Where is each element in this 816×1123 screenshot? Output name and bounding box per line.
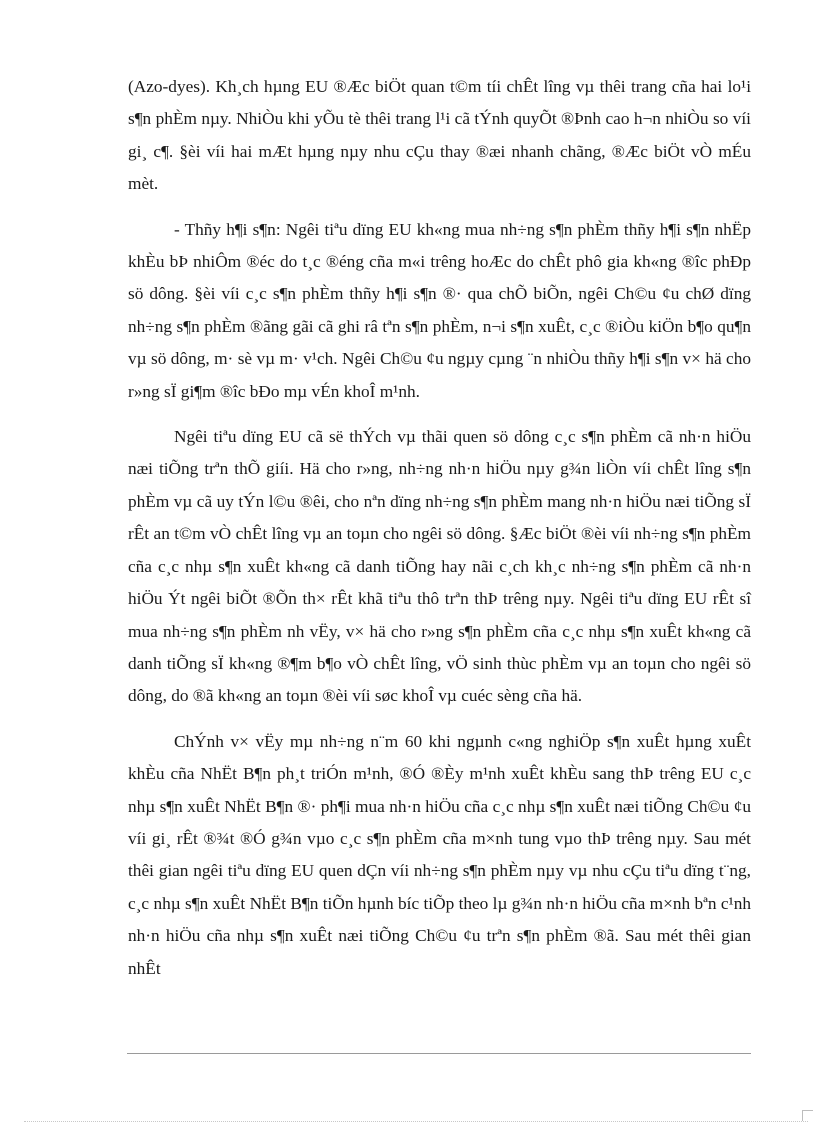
- page-bottom-border: [24, 1121, 808, 1122]
- footer-rule: [127, 1053, 751, 1054]
- paragraph-seafood: - Thñy h¶i s¶n: Ngêi tiªu dïng EU kh«ng mua nh÷ng s¶n phÈm thñy h¶i s¶n nhËp khÈu bÞ nhiÔm ®éc do t¸c ®éng cña m«i trêng hoÆc do chÊt phô gia kh«ng ®îc phÐp sö dông. §èi víi c¸c s¶n phÈm thñy h¶i s¶n ®· qua chÕ biÕn, ngêi Ch©u ¢u chØ dïng nh÷ng s¶n phÈm ®ãng gãi cã ghi râ tªn s¶n phÈm, n¬i s¶n xuÊt, c¸c ®iÒu kiÖn b¶o qu¶n vµ sö dông, m· sè vµ m· v¹ch. Ngêi Ch©u ¢u ngµy cµng ¨n nhiÒu thñy h¶i s¶n v× hä cho r»ng sÏ gi¶m ®îc bÐo mµ vÉn khoÎ m¹nh.: [128, 219, 751, 401]
- page-corner-mark: [802, 1110, 813, 1121]
- paragraph-brand-preference: Ngêi tiªu dïng EU cã së thÝch vµ thãi quen sö dông c¸c s¶n phÈm cã nh·n hiÖu næi tiÕng trªn thÕ giíi. Hä cho r»ng, nh÷ng nh·n hiÖu nµy g¾n liÒn víi chÊt lîng s¶n phÈm vµ cã uy tÝn l©u ®êi, cho nªn dïng nh÷ng s¶n phÈm mang nh·n hiÖu næi tiÕng sÏ rÊt an t©m vÒ chÊt lîng vµ an toµn cho ngêi sö dông. §Æc biÖt ®èi víi nh÷ng s¶n phÈm cña c¸c nhµ s¶n xuÊt kh«ng cã danh tiÕng hay nãi c¸ch kh¸c nh÷ng s¶n phÈm cã nh·n hiÖu Ýt ngêi biÕt ®Õn th× rÊt khã tiªu thô trªn thÞ trêng nµy. Ngêi tiªu dïng EU rÊt sî mua nh÷ng s¶n phÈm nh vËy, v× hä cho r»ng s¶n phÈm cña c¸c nhµ s¶n xuÊt kh«ng cã danh tiÕng sÏ kh«ng ®¶m b¶o vÒ chÊt lîng, vÖ sinh thùc phÈm vµ an toµn cho ngêi sö dông, do ®ã kh«ng an toµn ®èi víi søc khoÎ vµ cuéc sèng cña hä.: [128, 427, 751, 706]
- document-body: [128, 71, 751, 998]
- paragraph-japan-example: ChÝnh v× vËy mµ nh÷ng n¨m 60 khi ngµnh c«ng nghiÖp s¶n xuÊt hµng xuÊt khÈu cña NhËt B¶n ph¸t triÓn m¹nh, ®Ó ®Èy m¹nh xuÊt khÈu sang thÞ trêng EU c¸c nhµ s¶n xuÊt NhËt B¶n ®· ph¶i mua nh·n hiÖu cña c¸c nhµ s¶n xuÊt næi tiÕng Ch©u ¢u víi gi¸ rÊt ®¾t ®Ó g¾n vµo c¸c s¶n phÈm cña m×nh tung vµo thÞ trêng nµy. Sau mét thêi gian ngêi tiªu dïng EU quen dÇn víi nh÷ng s¶n phÈm nµy vµ nhu cÇu tiªu dïng t¨ng, c¸c nhµ s¶n xuÊt NhËt B¶n tiÕn hµnh bíc tiÕp theo lµ g¾n nh·n hiÖu cña m×nh bªn c¹nh nh·n hiÖu cña nhµ s¶n xuÊt næi tiÕng Ch©u ¢u trªn s¶n phÈm ®ã. Sau mét thêi gian nhÊt: [128, 731, 751, 978]
- paragraph-intro: (Azo-dyes). Kh¸ch hµng EU ®Æc biÖt quan t©m tíi chÊt lîng vµ thêi trang cña hai lo¹i s¶n phÈm nµy. NhiÒu khi yÕu tè thêi trang l¹i cã tÝnh quyÕt ®Þnh cao h¬n nhiÒu so víi gi¸ c¶. §èi víi hai mÆt hµng nµy nhu cÇu thay ®æi nhanh chãng, ®Æc biÖt vÒ mÉu mèt.: [128, 77, 751, 194]
